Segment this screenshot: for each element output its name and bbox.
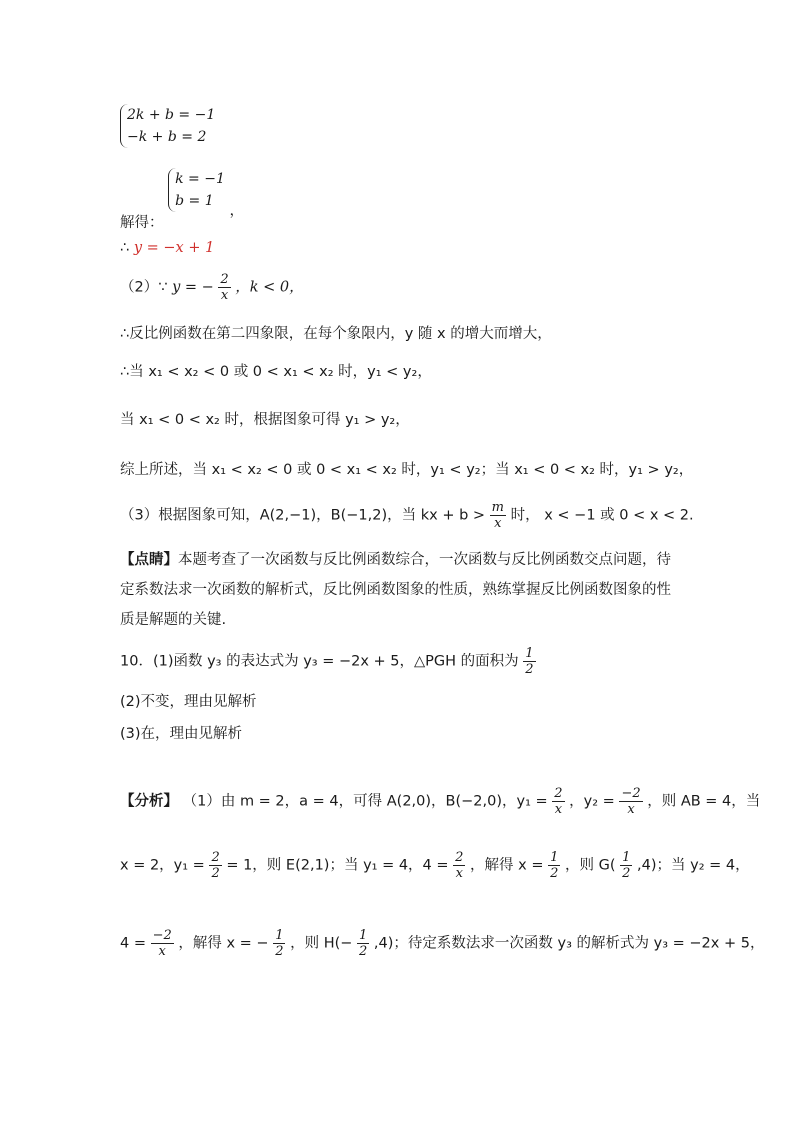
q10-line-2: (2)不变，理由见解析 bbox=[120, 694, 257, 710]
dianjing-paragraph bbox=[120, 545, 680, 635]
q10-line-3: (3)在，理由见解析 bbox=[120, 726, 243, 742]
part2-line-2: ∴当 x₁ < x₂ < 0 或 0 < x₁ < x₂ 时，y₁ < y₂， bbox=[120, 364, 432, 380]
analysis-row-1: 【分析】 （1）由 m = 2，a = 4，可得 A(2,0)，B(−2,0)，y₁ = $\frac{2}{x}$ ，y₂ = $\frac{-2}{x}$ ，则 AB = 4，当 bbox=[120, 786, 761, 817]
part3-line: （3）根据图象可知，A(2,−1)，B(−1,2)，当 kx + b > $\frac{m}{x}$ 时， x < −1 或 0 < x < 2. bbox=[120, 500, 694, 531]
solve-eq-1: k = −1 bbox=[175, 171, 225, 187]
solve-line: 解得： k = −1 b = 1 ， bbox=[120, 168, 244, 212]
solve-eq-2: b = 1 bbox=[175, 193, 214, 209]
analysis-label: 【分析】 bbox=[120, 793, 178, 810]
q10-line-1: 10．(1)函数 y₃ 的表达式为 y₃ = −2x + 5，△PGH 的面积为 $\frac{1}{2}$ bbox=[120, 646, 534, 677]
part2-line-3: 当 x₁ < 0 < x₂ 时，根据图象可得 y₁ > y₂， bbox=[120, 412, 410, 428]
equation-system-1 bbox=[120, 104, 215, 148]
dianjing-label: 【点睛】 bbox=[120, 552, 178, 568]
dianjing-text: 本题考查了一次函数与反比例函数综合，一次函数与反比例函数交点问题，待定系数法求一次函数的解析式，反比例函数图象的性质，熟练掌握反比例函数图象的性质是解题的关键. bbox=[120, 552, 671, 628]
result-line-1: ∴ y = −x + 1 bbox=[120, 240, 215, 256]
part2-line-1: ∴反比例函数在第二四象限，在每个象限内，y 随 x 的增大而增大， bbox=[120, 326, 552, 342]
system-eq-1: 2k + b = −1 bbox=[127, 107, 216, 123]
analysis-row-2: x = 2，y₁ = $\frac{2}{2}$ = 1，则 E(2,1)；当 y₁ = 4，4 = $\frac{2}{x}$ ，解得 x = $\frac{1}{2}$ ，则 G( $\frac{1}{2}$ ,4)；当 y₂ = 4， bbox=[120, 850, 750, 881]
solve-label: 解得： bbox=[120, 215, 164, 231]
analysis-row-3: 4 = $\frac{-2}{x}$ ，解得 x = − $\frac{1}{2}$ ，则 H(− $\frac{1}{2}$ ,4)；待定系数法求一次函数 y₃ 的解析式为 y₃ = −2x + 5， bbox=[120, 928, 765, 959]
system-eq-2: −k + b = 2 bbox=[127, 129, 207, 145]
part2-line-4: 综上所述，当 x₁ < x₂ < 0 或 0 < x₁ < x₂ 时，y₁ < y₂；当 x₁ < 0 < x₂ 时，y₁ > y₂， bbox=[120, 462, 694, 478]
part2-header: （2）∵ y = − $\frac{2}{x}$ ，k < 0， bbox=[120, 272, 304, 303]
linear-function-result: y = −x + 1 bbox=[133, 240, 215, 256]
